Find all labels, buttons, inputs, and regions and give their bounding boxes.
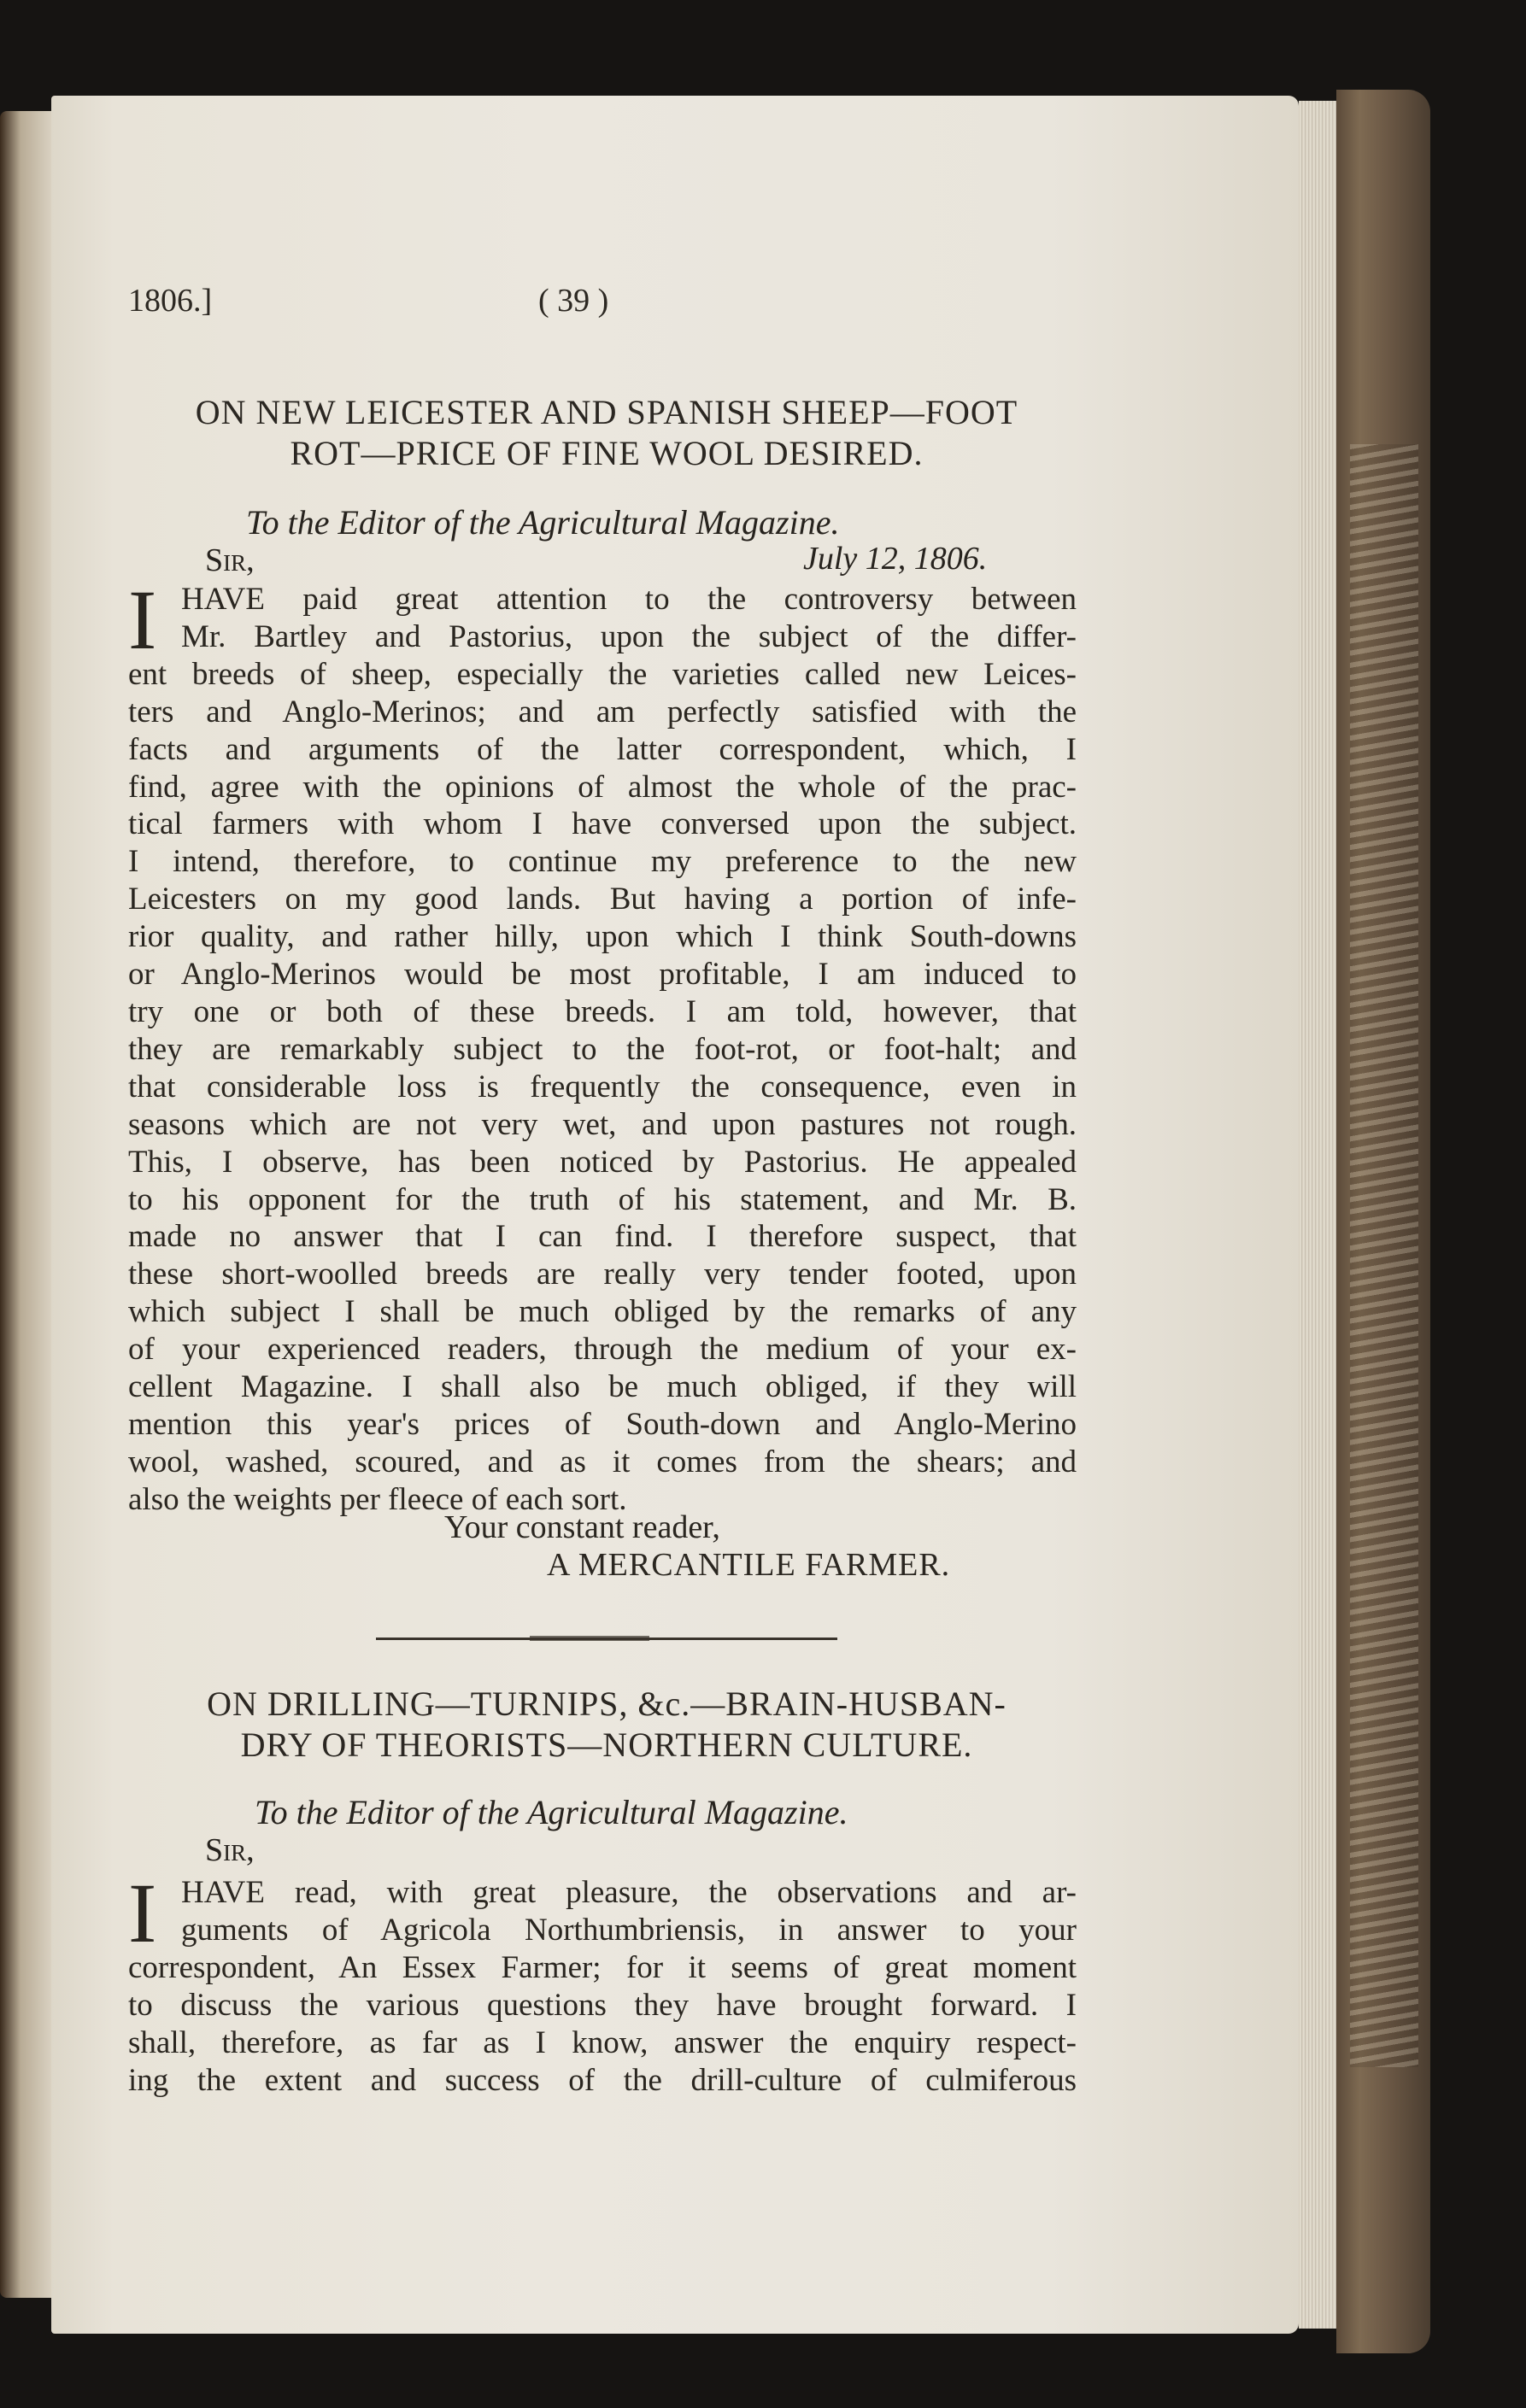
- article1-line: or Anglo-Merinos would be most profitable, I am induced to: [128, 957, 1077, 993]
- article1-line: seasons which are not very wet, and upon pastures not rough.: [128, 1106, 1077, 1142]
- article1-line: Mr. Bartley and Pastorius, upon the subject of the differ-: [181, 618, 1077, 654]
- article2-line: ing the extent and success of the drill-culture of culmiferous: [128, 2062, 1077, 2098]
- article1-title-line1: ON NEW LEICESTER AND SPANISH SHEEP—FOOT: [195, 393, 1018, 431]
- article1-line: cellent Magazine. I shall also be much obliged, if they will: [128, 1369, 1077, 1405]
- article1-line: facts and arguments of the latter correspondent, which, I: [128, 731, 1077, 767]
- article1-closing: Your constant reader,: [444, 1509, 720, 1545]
- article1-line: mention this year's prices of South-down and Anglo-Merino: [128, 1406, 1077, 1442]
- left-page-edge: [0, 111, 51, 2298]
- article2-body: [128, 1866, 1077, 2099]
- article1-line: This, I observe, has been noticed by Pastorius. He appealed: [128, 1144, 1077, 1180]
- article1-line: ent breeds of sheep, especially the varieties called new Leices-: [128, 656, 1077, 692]
- article1-line: which subject I shall be much obliged by the remarks of any: [128, 1294, 1077, 1330]
- article1-title-line2: ROT—PRICE OF FINE WOOL DESIRED.: [290, 434, 924, 472]
- article2-line: correspondent, An Essex Farmer; for it seems of great moment: [128, 1949, 1077, 1985]
- article2-title-line1: ON DRILLING—TURNIPS, &c.—BRAIN-HUSBAN-: [207, 1684, 1007, 1723]
- article1-line: to his opponent for the truth of his statement, and Mr. B.: [128, 1181, 1077, 1217]
- article1-line: HAVE paid great attention to the controversy between: [181, 582, 1077, 617]
- article1-line: made no answer that I can find. I therefore suspect, that: [128, 1219, 1077, 1255]
- article2-dropcap: I: [128, 1866, 157, 1960]
- page-number: ( 39 ): [538, 283, 609, 319]
- article1-line: these short-woolled breeds are really very tender footed, upon: [128, 1257, 1077, 1292]
- article2-salutation: Sir,: [205, 1832, 255, 1868]
- article2-line: guments of Agricola Northumbriensis, in answer to your: [181, 1912, 1077, 1948]
- article1-line: I intend, therefore, to continue my preference to the new: [128, 844, 1077, 880]
- article1-line: tical farmers with whom I have conversed upon the subject.: [128, 806, 1077, 842]
- article1-line: ters and Anglo-Merinos; and am perfectly satisfied with the: [128, 694, 1077, 729]
- article1-line: find, agree with the opinions of almost the whole of the prac-: [128, 769, 1077, 805]
- article2-line: shall, therefore, as far as I know, answer the enquiry respect-: [128, 2024, 1077, 2060]
- article1-line: try one or both of these breeds. I am told, however, that: [128, 993, 1077, 1029]
- article1-salutation: Sir,: [205, 542, 255, 578]
- article1-signature: A MERCANTILE FARMER.: [547, 1547, 951, 1583]
- article1-line: of your experienced readers, through the medium of your ex-: [128, 1332, 1077, 1368]
- article1-line: they are remarkably subject to the foot-rot, or foot-halt; and: [128, 1031, 1077, 1067]
- article1-line: rior quality, and rather hilly, upon which I think South-downs: [128, 919, 1077, 955]
- article1-line: Leicesters on my good lands. But having a portion of infe-: [128, 882, 1077, 917]
- article1-body: [128, 572, 1077, 1519]
- article2-line: HAVE read, with great pleasure, the observations and ar-: [181, 1875, 1077, 1910]
- article1-line: wool, washed, scoured, and as it comes from the shears; and: [128, 1444, 1077, 1479]
- article1-date: July 12, 1806.: [803, 541, 988, 577]
- article1-dropcap: I: [128, 572, 157, 667]
- running-header-year: 1806.]: [128, 283, 213, 319]
- article1-line: also the weights per fleece of each sort.: [128, 1481, 627, 1517]
- article1-line: that considerable loss is frequently the consequence, even in: [128, 1069, 1077, 1104]
- section-divider-center: [530, 1636, 649, 1641]
- article1-to-editor: To the Editor of the Agricultural Magazine.: [246, 503, 840, 542]
- page-block-edge: [1299, 101, 1336, 2329]
- binding-texture: [1350, 444, 1418, 2067]
- article2-to-editor: To the Editor of the Agricultural Magazine.: [255, 1793, 848, 1831]
- article2-line: to discuss the various questions they have brought forward. I: [128, 1987, 1077, 2023]
- article2-title-line2: DRY OF THEORISTS—NORTHERN CULTURE.: [240, 1725, 973, 1764]
